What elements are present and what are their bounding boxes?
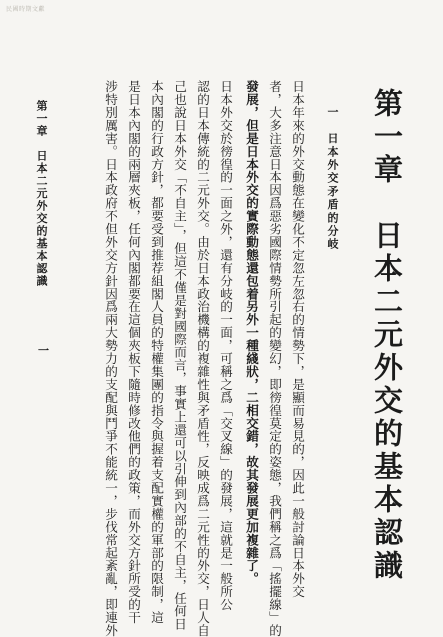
body-line: 發展，但是日本外交的實際動態還包着另外一種綫狀，二相交錯，故其發展更加複雜了。 [244, 80, 259, 586]
body-line: 者，大多注意日本因爲惡劣國際情勢所引起的變幻，即徬徨莫定的姿態，我們稱之爲「搖擺線」的 [267, 80, 282, 637]
body-line: 認的日本傳統的二元外交。由於日本政治機構的複雜性與矛盾性，反映成爲二元性的外交，日人自 [195, 80, 210, 637]
running-footer: 第一章 日本二元外交的基本認識 [35, 100, 48, 288]
chapter-title: 第一章 日本二元外交的基本認識 [370, 88, 404, 583]
page-number: 一 [38, 344, 49, 357]
body-line: 日本年來的外交動態在變化不定忽左忽右的情勢下，是顯而易見的，因此一般討論日本外交 [290, 80, 305, 598]
body-line: 日本外交於徬徨的一面之外，還有分岐的一面，可稱之爲「交叉線」的發展，這就是一般所公 [218, 80, 233, 611]
body-line: 己也說日本外交「不自主」，但這不僅是對國際而言，事實上還可以引伸到內部的不自主，任何日 [172, 80, 187, 631]
body-line: 涉特別厲害。日本政府不但外交方針因爲兩大勢力的支配與鬥爭不能統一，步伐常起紊亂，即連外 [103, 80, 118, 637]
watermark: 民國時期文獻 [6, 6, 46, 13]
section-heading: 一 日本外交矛盾的分岐 [326, 106, 339, 252]
body-line: 是日本內閣的兩層夾板，任何內閣都要在這個夾板下隨時修改他們的政策，而外交方針所受的干 [126, 80, 141, 624]
body-line: 本內閣的行政方針，都要受到推荐組閣人員的特權集團的指令與握着支配實權的軍部的限制，這 [149, 80, 164, 624]
